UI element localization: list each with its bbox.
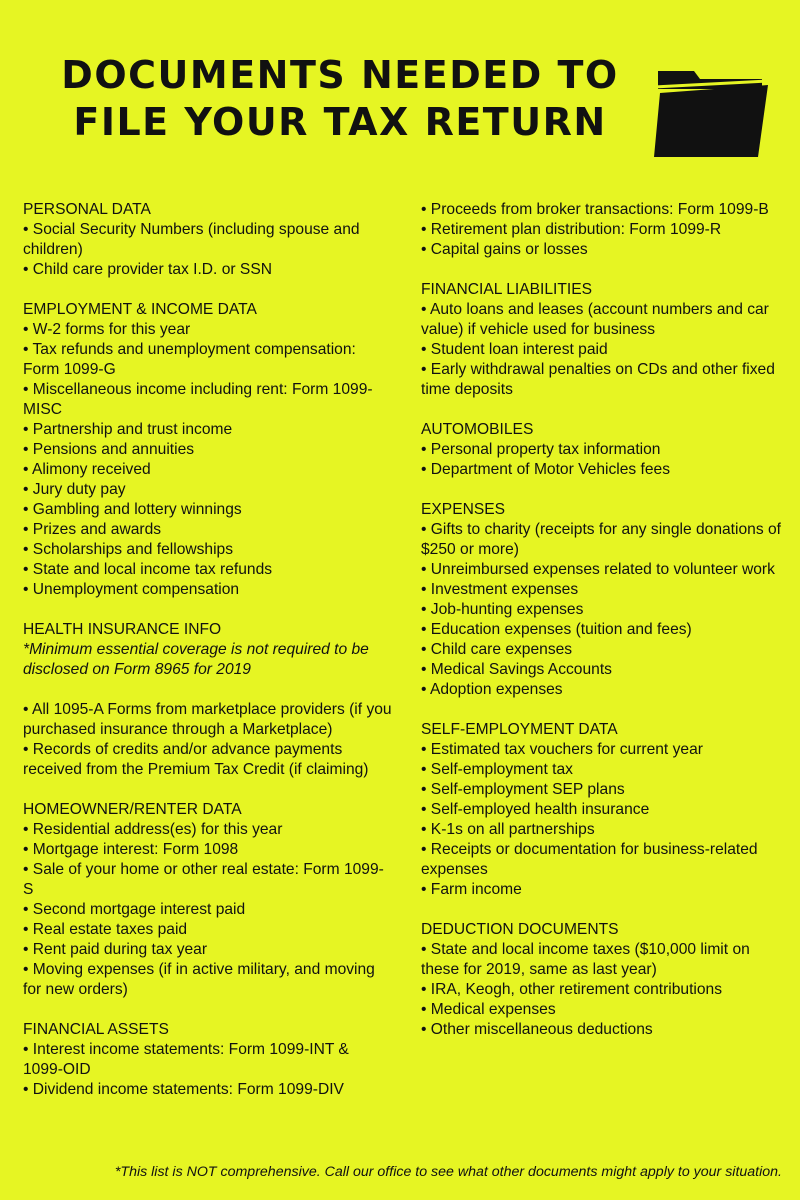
item-list [23, 220, 393, 280]
list-item: • Real estate taxes paid [23, 920, 393, 940]
title-line-2: FILE YOUR TAX RETURN [73, 100, 607, 144]
folder-icon [650, 63, 772, 159]
list-item: • Proceeds from broker transactions: Form 1099-B [421, 200, 781, 220]
list-item: • Medical Savings Accounts [421, 660, 781, 680]
list-item: • Mortgage interest: Form 1098 [23, 840, 393, 860]
left-column [23, 200, 393, 1120]
section-automobiles [421, 420, 781, 480]
list-item: • Self-employed health insurance [421, 800, 781, 820]
section-expenses [421, 500, 781, 700]
section-homeowner-renter [23, 800, 393, 1000]
right-column [421, 200, 781, 1060]
list-item: • Records of credits and/or advance payments received from the Premium Tax Credit (if claiming) [23, 740, 393, 780]
list-item: • Self-employment tax [421, 760, 781, 780]
section-heading: EMPLOYMENT & INCOME DATA [23, 301, 257, 318]
item-list [23, 700, 393, 780]
list-item: • K-1s on all partnerships [421, 820, 781, 840]
section-heading: EXPENSES [421, 501, 506, 518]
list-item: • Farm income [421, 880, 781, 900]
list-item: • Scholarships and fellowships [23, 540, 393, 560]
list-item: • Rent paid during tax year [23, 940, 393, 960]
item-list [23, 820, 393, 1000]
disclaimer-footnote: *This list is NOT comprehensive. Call our office to see what other documents might apply to your situation. [114, 1164, 782, 1180]
list-item: • Child care expenses [421, 640, 781, 660]
section-self-employment [421, 720, 781, 900]
item-list [23, 320, 393, 600]
section-heading: PERSONAL DATA [23, 201, 151, 218]
list-item: • Pensions and annuities [23, 440, 393, 460]
list-item: • Residential address(es) for this year [23, 820, 393, 840]
list-item: • Unreimbursed expenses related to volunteer work [421, 560, 781, 580]
list-item: • Tax refunds and unemployment compensation: Form 1099-G [23, 340, 393, 380]
list-item: • State and local income taxes ($10,000 limit on these for 2019, same as last year) [421, 940, 781, 980]
list-item: • Early withdrawal penalties on CDs and other fixed time deposits [421, 360, 781, 400]
list-item: • Capital gains or losses [421, 240, 781, 260]
list-item: • Job-hunting expenses [421, 600, 781, 620]
list-item: • IRA, Keogh, other retirement contributions [421, 980, 781, 1000]
section-heading: SELF-EMPLOYMENT DATA [421, 721, 618, 738]
list-item: • Dividend income statements: Form 1099-DIV [23, 1080, 393, 1100]
list-item: • Personal property tax information [421, 440, 781, 460]
list-item: • Sale of your home or other real estate: Form 1099-S [23, 860, 393, 900]
item-list [421, 300, 781, 400]
list-item: • Gifts to charity (receipts for any single donations of $250 or more) [421, 520, 781, 560]
list-item: • Prizes and awards [23, 520, 393, 540]
section-heading: AUTOMOBILES [421, 421, 534, 438]
list-item: • Receipts or documentation for business-related expenses [421, 840, 781, 880]
list-item: • Self-employment SEP plans [421, 780, 781, 800]
list-item: • Social Security Numbers (including spouse and children) [23, 220, 393, 260]
list-item: • Investment expenses [421, 580, 781, 600]
item-list [421, 200, 781, 260]
item-list [421, 740, 781, 900]
list-item: • Unemployment compensation [23, 580, 393, 600]
coverage-note: *Minimum essential coverage is not required to be disclosed on Form 8965 for 2019 [23, 641, 369, 678]
section-employment-income [23, 300, 393, 600]
item-list [421, 940, 781, 1040]
section-financial-assets [23, 1020, 393, 1100]
section-personal-data [23, 200, 393, 280]
section-deduction-documents [421, 920, 781, 1040]
item-list [421, 520, 781, 700]
list-item: • Interest income statements: Form 1099-INT & 1099-OID [23, 1040, 393, 1080]
section-heading: HEALTH INSURANCE INFO [23, 621, 222, 638]
section-financial-assets-continued [421, 200, 781, 260]
list-item: • Gambling and lottery winnings [23, 500, 393, 520]
title-line-1: DOCUMENTS NEEDED TO [61, 53, 619, 97]
section-heading: FINANCIAL ASSETS [23, 1021, 169, 1038]
list-item: • Other miscellaneous deductions [421, 1020, 781, 1040]
list-item: • Retirement plan distribution: Form 1099-R [421, 220, 781, 240]
item-list [421, 440, 781, 480]
list-item: • Moving expenses (if in active military, and moving for new orders) [23, 960, 393, 1000]
section-financial-liabilities [421, 280, 781, 400]
section-health-insurance [23, 620, 393, 780]
list-item: • Miscellaneous income including rent: Form 1099-MISC [23, 380, 393, 420]
section-heading: DEDUCTION DOCUMENTS [421, 921, 619, 938]
list-item: • Partnership and trust income [23, 420, 393, 440]
list-item: • Department of Motor Vehicles fees [421, 460, 781, 480]
item-list [23, 1040, 393, 1100]
list-item: • All 1095-A Forms from marketplace providers (if you purchased insurance through a Marketplace) [23, 700, 393, 740]
list-item: • Education expenses (tuition and fees) [421, 620, 781, 640]
list-item: • W-2 forms for this year [23, 320, 393, 340]
section-heading: HOMEOWNER/RENTER DATA [23, 801, 242, 818]
list-item: • Adoption expenses [421, 680, 781, 700]
list-item: • Auto loans and leases (account numbers and car value) if vehicle used for business [421, 300, 781, 340]
list-item: • Estimated tax vouchers for current year [421, 740, 781, 760]
list-item: • Jury duty pay [23, 480, 393, 500]
list-item: • Child care provider tax I.D. or SSN [23, 260, 393, 280]
list-item: • Medical expenses [421, 1000, 781, 1020]
list-item: • State and local income tax refunds [23, 560, 393, 580]
list-item: • Student loan interest paid [421, 340, 781, 360]
list-item: • Alimony received [23, 460, 393, 480]
page-title [30, 52, 650, 146]
section-heading: FINANCIAL LIABILITIES [421, 281, 593, 298]
list-item: • Second mortgage interest paid [23, 900, 393, 920]
